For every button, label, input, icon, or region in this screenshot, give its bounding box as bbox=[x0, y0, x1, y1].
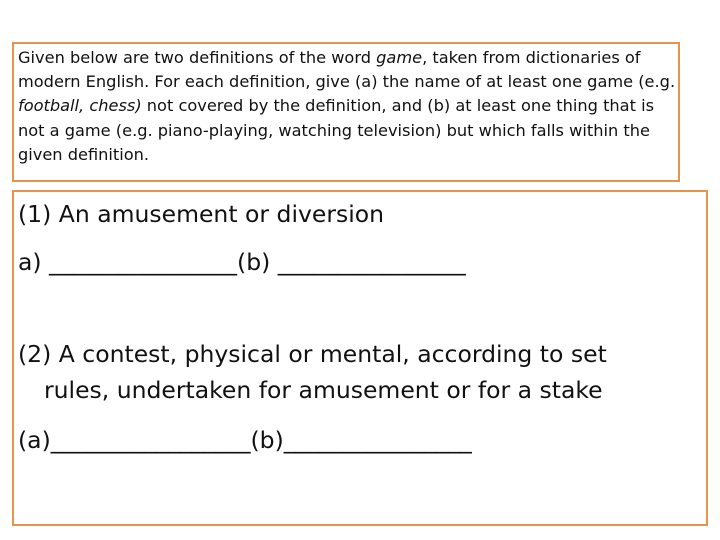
intro-examples: football, chess) bbox=[18, 96, 142, 116]
definition-2-answer-line: (a)_________________(b)________________ bbox=[18, 426, 472, 454]
intro-text-1: Given below are two definitions of the word bbox=[18, 48, 377, 67]
instructions-text bbox=[18, 46, 678, 167]
intro-word-game: game bbox=[376, 48, 423, 67]
definition-2-line-1: (2) A contest, physical or mental, according to set bbox=[18, 340, 607, 368]
intro-text-3: not covered by the definition, and (b) at least one thing that is not a game (e.g. piano-playing, watching television) but which falls within the given definition. bbox=[18, 96, 655, 164]
intro-text-2: , taken from dictionaries of modern English. For each definition, give (a) the name of at least one game (e.g. bbox=[18, 48, 676, 92]
definition-1-answer-line: a) ________________(b) ________________ bbox=[18, 248, 466, 276]
definition-2-line-2: rules, undertaken for amusement or for a stake bbox=[44, 376, 603, 404]
definition-1: (1) An amusement or diversion bbox=[18, 200, 385, 228]
